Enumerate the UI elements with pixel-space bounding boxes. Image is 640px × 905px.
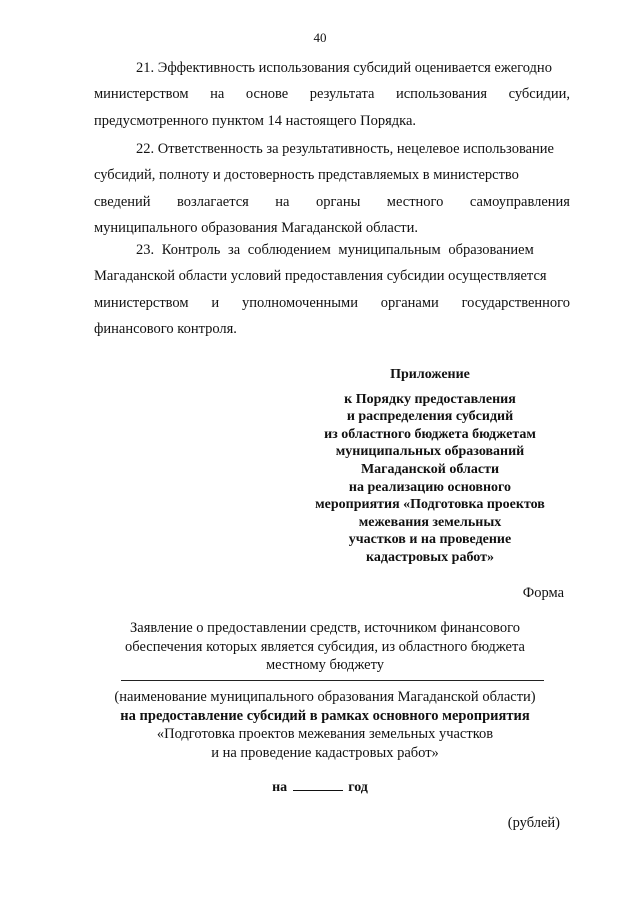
word: органы — [315, 193, 361, 210]
form-label: Форма — [522, 585, 564, 601]
appendix-line: участков и на проведение — [348, 532, 512, 548]
statement-line: обеспечения которых является субсидия, из областного бюджета — [125, 638, 525, 655]
word: министерством — [94, 86, 189, 103]
page-number: 40 — [313, 30, 327, 45]
year-suffix: год — [348, 780, 368, 795]
appendix-line: межевания земельных — [358, 514, 502, 530]
word: сведений — [94, 193, 151, 210]
word: результата — [309, 86, 375, 103]
word: уполномоченными — [241, 294, 358, 311]
paragraph-line — [94, 189, 570, 215]
paragraph-line — [94, 81, 570, 107]
paragraph-line: субсидий, полноту и достоверность представляемых в министерство — [94, 167, 519, 184]
paragraph-21 — [94, 55, 570, 134]
paragraph-line — [94, 290, 570, 316]
municipality-fill-line — [121, 680, 544, 681]
word: использования — [395, 86, 488, 103]
appendix-title: Приложение — [390, 367, 470, 382]
appendix-line: Магаданской области — [360, 461, 500, 477]
word: возлагается — [177, 193, 249, 210]
currency-unit: (рублей) — [507, 815, 560, 831]
paragraph-line: предусмотренного пунктом 14 настоящего Порядка. — [94, 112, 417, 129]
paragraph-23 — [94, 237, 570, 342]
appendix-line: кадастровых работ» — [366, 549, 494, 565]
year-prefix: на — [272, 780, 288, 795]
word: государственного — [461, 294, 570, 311]
paragraph-line: муниципального образования Магаданской области. — [94, 219, 418, 236]
word: и — [211, 294, 220, 311]
appendix-line: муниципальных образований — [335, 444, 525, 460]
appendix-line: к Порядку предоставления — [344, 391, 516, 407]
paragraph-line: Магаданской области условий предоставления субсидии осуществляется — [94, 268, 547, 285]
year-line — [0, 778, 640, 796]
municipality-name-hint: (наименование муниципального образования Магаданской области) — [114, 689, 536, 705]
paragraph-22 — [94, 136, 570, 241]
appendix-line: и распределения субсидий — [346, 409, 514, 425]
event-line: и на проведение кадастровых работ» — [211, 744, 439, 761]
word: основе — [245, 86, 289, 103]
subsidy-line: на предоставление субсидий в рамках основного мероприятия — [120, 707, 530, 724]
event-line: «Подготовка проектов межевания земельных участков — [156, 726, 494, 743]
word: министерством — [94, 294, 189, 311]
paragraph-line: 22. Ответственность за результативность, нецелевое использование — [136, 141, 554, 157]
statement-line: Заявление о предоставлении средств, источником финансового — [130, 620, 520, 636]
word: субсидии, — [508, 86, 570, 103]
appendix-line: мероприятия «Подготовка проектов — [315, 497, 545, 513]
statement-title — [60, 619, 590, 675]
appendix-header — [295, 366, 565, 567]
word: самоуправления — [469, 193, 570, 210]
appendix-line: на реализацию основного — [348, 479, 512, 495]
word: местного — [386, 193, 444, 210]
year-blank — [293, 778, 343, 791]
paragraph-line: 21. Эффективность использования субсидий оценивается ежегодно — [136, 60, 552, 76]
statement-line: местному бюджету — [265, 657, 385, 674]
paragraph-line: 23. Контроль за соблюдением муниципальным образованием — [136, 242, 534, 258]
word: на — [210, 86, 225, 103]
word: органами — [380, 294, 439, 311]
paragraph-line: финансового контроля. — [94, 320, 237, 337]
appendix-line: из областного бюджета бюджетам — [324, 426, 536, 442]
word: на — [275, 193, 290, 210]
municipality-block — [60, 688, 590, 762]
